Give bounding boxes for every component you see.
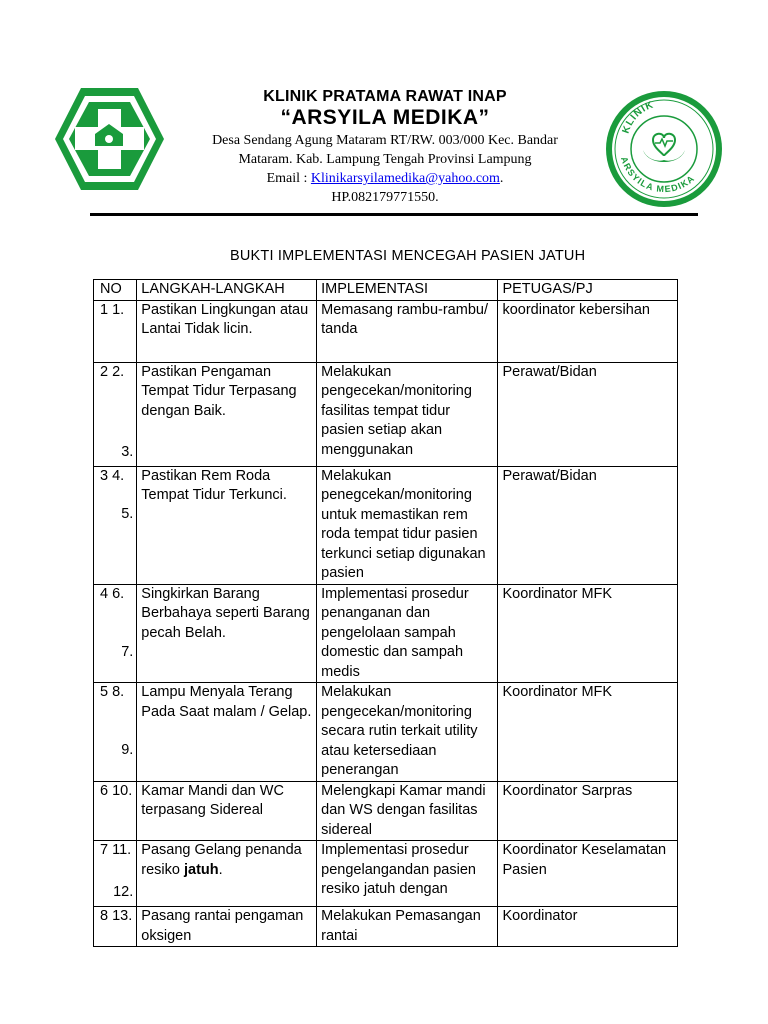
table-row: [94, 907, 678, 947]
row-number-cell: 2 2. 3.: [94, 362, 137, 466]
list-marker: 5.: [121, 505, 134, 522]
row-number-cell: 8 13.: [94, 907, 137, 947]
table-row: [94, 584, 678, 683]
row-number-cell: 4 6. 7.: [94, 584, 137, 683]
table-row: [94, 362, 678, 466]
row-number-cell: 6 10.: [94, 781, 137, 841]
row-number-cell: 7 11. 12.: [94, 841, 137, 907]
officer-cell: koordinator kebersihan: [498, 300, 678, 362]
officer-cell: Perawat/Bidan: [498, 466, 678, 584]
implementation-cell: Melakukan penegcekan/monitoring untuk memastikan rem roda tempat tidur pasien terkunci setiap digunakan pasien: [317, 466, 498, 584]
step-cell: Singkirkan Barang Berbahaya seperti Barang pecah Belah.: [137, 584, 317, 683]
email-link[interactable]: Klinikarsyilamedika@yahoo.com: [310, 171, 500, 186]
list-marker: 9.: [121, 742, 134, 758]
header-no: NO: [94, 280, 137, 301]
step-cell: Kamar Mandi dan WC terpasang Sidereal: [137, 781, 317, 841]
header-divider: [90, 213, 698, 216]
officer-cell: Koordinator Keselamatan Pasien: [498, 841, 678, 907]
table-row: [94, 841, 678, 907]
email-suffix: .: [499, 171, 504, 186]
implementation-cell: Implementasi prosedur penanganan dan pengelolaan sampah domestic dan sampah medis: [317, 584, 498, 683]
step-cell: Pastikan Lingkungan atau Lantai Tidak licin.: [137, 300, 317, 362]
implementation-cell: Melakukan pengecekan/monitoring fasilitas tempat tidur pasien setiap akan menggunakan: [317, 362, 498, 466]
implementation-cell: Melakukan Pemasangan rantai: [317, 907, 498, 947]
implementation-cell: Implementasi prosedur pengelangandan pasien resiko jatuh dengan: [317, 841, 498, 907]
list-marker: 3.: [121, 443, 134, 460]
clinic-name: “ARSYILA MEDIKA”: [280, 106, 490, 129]
header-steps: LANGKAH-LANGKAH: [137, 280, 317, 301]
clinic-logo-right: [603, 88, 725, 210]
officer-cell: Koordinator MFK: [498, 683, 678, 782]
address-line-1: Desa Sendang Agung Mataram RT/RW. 003/000 Kec. Bandar: [212, 133, 558, 148]
phone-line: HP.082179771550.: [331, 190, 439, 205]
email-line: [170, 170, 600, 187]
clinic-logo-left: [53, 84, 166, 194]
header-implementation: IMPLEMENTASI: [317, 280, 498, 301]
step-cell: Pasang rantai pengaman oksigen: [137, 907, 317, 947]
implementation-cell: Memasang rambu-rambu/ tanda: [317, 300, 498, 362]
table-header-row: [94, 280, 678, 301]
table-row: [94, 683, 678, 782]
implementation-cell: Melakukan pengecekan/monitoring secara rutin terkait utility atau ketersediaan penerangan: [317, 683, 498, 782]
row-number-cell: 1 1.: [94, 300, 137, 362]
badge-top-text: KLINIK: [620, 99, 656, 136]
header-officer: PETUGAS/PJ: [498, 280, 678, 301]
email-label: Email :: [266, 171, 311, 186]
row-number-cell: 3 4. 5.: [94, 466, 137, 584]
clinic-badge-icon: [603, 88, 725, 210]
step-cell: Pastikan Rem Roda Tempat Tidur Terkunci.: [137, 466, 317, 584]
hexagon-cross-icon: [53, 84, 166, 194]
officer-cell: Koordinator MFK: [498, 584, 678, 683]
clinic-header: [170, 86, 600, 206]
implementation-cell: Melengkapi Kamar mandi dan WS dengan fasilitas sidereal: [317, 781, 498, 841]
officer-cell: Perawat/Bidan: [498, 362, 678, 466]
step-cell: Pastikan Pengaman Tempat Tidur Terpasang dengan Baik.: [137, 362, 317, 466]
officer-cell: Koordinator: [498, 907, 678, 947]
step-cell: Lampu Menyala Terang Pada Saat malam / Gelap.: [137, 683, 317, 782]
document-title: BUKTI IMPLEMENTASI MENCEGAH PASIEN JATUH: [230, 248, 586, 264]
step-cell: Pasang Gelang penanda resiko jatuh.: [137, 841, 317, 907]
row-number-cell: 5 8. 9.: [94, 683, 137, 782]
implementation-table: [93, 279, 678, 947]
clinic-type: KLINIK PRATAMA RAWAT INAP: [263, 88, 507, 105]
list-marker: 12.: [113, 884, 134, 900]
table-row: [94, 781, 678, 841]
table-row: [94, 300, 678, 362]
step-emphasis: jatuh: [184, 861, 219, 878]
address-line-2: Mataram. Kab. Lampung Tengah Provinsi Lampung: [238, 152, 532, 167]
officer-cell: Koordinator Sarpras: [498, 781, 678, 841]
table-row: [94, 466, 678, 584]
badge-bottom-text: ARSYILA MEDIKA: [619, 155, 697, 195]
list-marker: 7.: [121, 643, 134, 660]
